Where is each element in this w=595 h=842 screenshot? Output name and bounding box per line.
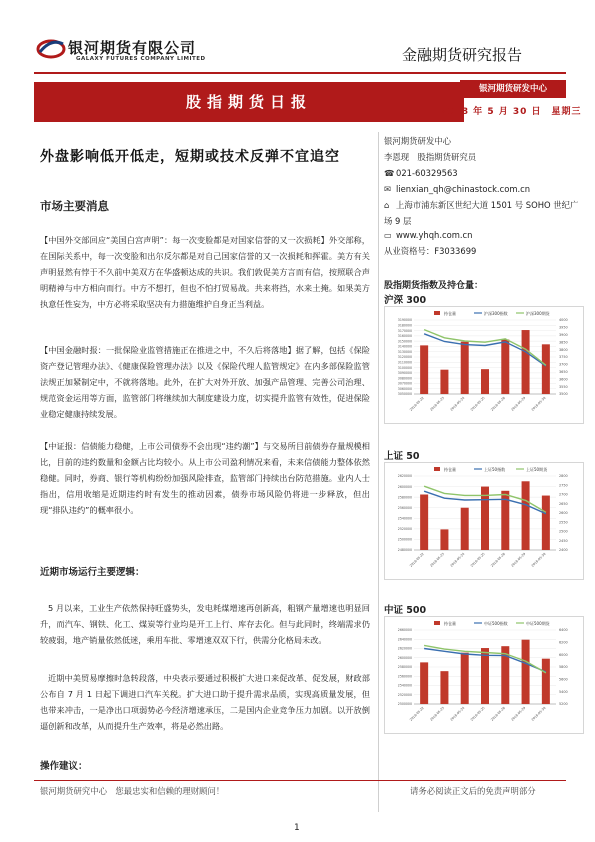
y-tick-left: 2540000 bbox=[397, 516, 412, 521]
y-tick-left: 2520000 bbox=[397, 527, 412, 532]
bar bbox=[522, 330, 530, 394]
news-paragraph-2: 【中国金融时报：一批保险业监管措施正在推进之中，不久后将落地】据了解，包括《保险资产登记管理办法》、《健康保险管理办法》以及《保险代理人监管规定》在内多部保险监管法规正加紧制定中，不就将落地。此外，在扩大对外开放、加强产品管理、完善公司治理、规范资金运用等方面，监管部门将继续加大制度建设力度，切实提升监管有效性，促进保险业稳定健康持续发展。 bbox=[40, 345, 370, 419]
x-tick: 2018-05-30 bbox=[530, 705, 547, 722]
y-tick-left: 2640000 bbox=[397, 637, 412, 642]
y-tick-right: 2500 bbox=[559, 529, 568, 534]
bar bbox=[481, 369, 489, 394]
contact-license: 从业资格号：F3033699 bbox=[384, 246, 477, 256]
market-news-heading: 市场主要消息 bbox=[40, 199, 109, 213]
bar bbox=[481, 648, 489, 704]
legend-label: 沪深300指数 bbox=[484, 311, 508, 316]
y-tick-left: 2560000 bbox=[397, 674, 412, 679]
contact-email[interactable] bbox=[384, 182, 530, 198]
computer-icon: ▭ bbox=[384, 230, 392, 240]
y-tick-right: 3850 bbox=[559, 340, 568, 345]
y-tick-left: 2480000 bbox=[397, 548, 412, 553]
phone-icon: ☎ bbox=[384, 168, 395, 178]
legend-label: 中证500指数 bbox=[484, 621, 508, 626]
x-tick: 2018-05-28 bbox=[490, 551, 506, 568]
bar bbox=[420, 345, 428, 394]
page-number: 1 bbox=[294, 823, 300, 833]
report-title: 金融期货研究报告 bbox=[402, 46, 523, 64]
x-tick: 2018-05-22 bbox=[408, 705, 425, 722]
chart-title-sz50: 上证 50 bbox=[384, 451, 420, 462]
x-tick: 2018-05-23 bbox=[429, 395, 446, 412]
y-tick-left: 3140000 bbox=[397, 344, 412, 349]
y-tick-left: 2520000 bbox=[397, 692, 412, 697]
x-tick: 2018-05-28 bbox=[490, 705, 506, 722]
contact-analyst: 李恩现 股指期货研究员 bbox=[384, 152, 477, 162]
legend-label: 中证500期货 bbox=[526, 621, 550, 626]
y-tick-right: 3800 bbox=[559, 347, 568, 352]
y-tick-left: 3070000 bbox=[397, 381, 412, 386]
y-tick-left: 2660000 bbox=[397, 628, 412, 633]
contact-phone-number: 021-60329563 bbox=[396, 168, 458, 178]
y-tick-right: 5400 bbox=[559, 689, 568, 694]
y-tick-right: 2400 bbox=[559, 548, 568, 553]
y-tick-right: 3900 bbox=[559, 333, 568, 337]
y-tick-right: 6000 bbox=[559, 652, 568, 657]
bar bbox=[461, 653, 469, 704]
y-tick-left: 3090000 bbox=[397, 371, 412, 376]
contact-website[interactable] bbox=[384, 228, 472, 244]
news-paragraph-3: 【中证报：信债能力稳健，上市公司债券不会出现“违约潮”】与交易所目前债券存量规模相比，目前的违约数量和金额占比均较小。从上市公司盈利情况来看，未来信债能力整体依然稳健。同时，券商、银行等机构纷纷加强风险排查，监管部门持续出台防范措施。业内人士指出，信用收缩是近期违约时有发生的推动因素，债券市场风险仍将进一步释放，但出现“排队违约”的概率很小。 bbox=[40, 441, 370, 515]
y-tick-left: 3110000 bbox=[397, 360, 412, 365]
y-tick-right: 2650 bbox=[559, 501, 568, 506]
chart-title-zz500: 中证 500 bbox=[384, 605, 427, 616]
company-name-en: GALAXY FUTURES COMPANY LIMITED bbox=[76, 56, 206, 62]
footer-disclaimer: 请务必阅读正文后的免责声明部分 bbox=[410, 786, 536, 796]
y-tick-left: 2580000 bbox=[397, 495, 412, 500]
location-icon: ⌂ bbox=[384, 200, 390, 210]
bar bbox=[542, 496, 550, 550]
report-banner bbox=[34, 82, 464, 122]
advice-heading: 操作建议： bbox=[40, 761, 88, 772]
bar bbox=[522, 640, 530, 704]
x-tick: 2018-05-22 bbox=[408, 551, 425, 568]
y-tick-right: 6400 bbox=[559, 628, 568, 633]
y-tick-right: 3750 bbox=[559, 355, 568, 360]
contact-email-address[interactable]: lienxian_qh@chinastock.com.cn bbox=[396, 184, 531, 194]
galaxy-logo-icon bbox=[36, 36, 66, 60]
x-tick: 2018-05-30 bbox=[530, 395, 547, 412]
legend-swatch bbox=[434, 467, 440, 471]
holdings-heading: 股指期货指数及持仓量： bbox=[384, 281, 484, 291]
x-tick: 2018-05-22 bbox=[408, 395, 425, 412]
y-tick-right: 3600 bbox=[559, 377, 568, 382]
y-tick-right: 3500 bbox=[559, 392, 568, 397]
y-tick-left: 2620000 bbox=[397, 474, 412, 479]
research-center-tag: 银河期货研发中心 bbox=[460, 80, 566, 98]
bar bbox=[542, 659, 550, 704]
bar bbox=[440, 671, 448, 704]
y-tick-right: 5800 bbox=[559, 665, 568, 670]
bar bbox=[461, 342, 469, 394]
column-divider bbox=[378, 132, 379, 812]
y-tick-right: 2450 bbox=[559, 538, 568, 543]
y-tick-left: 2500000 bbox=[397, 537, 412, 542]
x-tick: 2018-05-23 bbox=[429, 551, 446, 568]
contact-address-text: 上海市浦东新区世纪大道 1501 号 SOHO 世纪广场 9 层 bbox=[384, 200, 579, 226]
legend-swatch bbox=[434, 621, 440, 625]
y-tick-left: 2500000 bbox=[397, 702, 412, 707]
bar bbox=[440, 370, 448, 394]
y-tick-right: 2800 bbox=[559, 474, 568, 479]
y-tick-left: 2620000 bbox=[397, 646, 412, 651]
x-tick: 2018-05-29 bbox=[510, 705, 527, 722]
x-tick: 2018-05-25 bbox=[469, 395, 486, 412]
y-tick-left: 3180000 bbox=[397, 323, 412, 328]
chart-hs300 bbox=[384, 306, 584, 424]
y-tick-right: 2600 bbox=[559, 511, 568, 516]
y-tick-left: 3120000 bbox=[397, 355, 412, 360]
x-tick: 2018-05-24 bbox=[449, 705, 466, 722]
legend-label: 持仓量 bbox=[444, 621, 456, 626]
y-tick-left: 3130000 bbox=[397, 349, 412, 354]
logic-paragraph-1: 5 月以来，工业生产依然保持旺盛势头，发电耗煤增速再创新高，粗钢产量增速也明显回升，而汽车、钢铁、化工、煤炭等行业均是开工上行、库存去化。但与此同时，终端需求仍较疲弱，地产销量依然低迷，乘用车批、零增速双双下行，供需分化格局未改。 bbox=[40, 603, 370, 645]
bar bbox=[501, 340, 509, 394]
contact-website-url[interactable]: www.yhqh.com.cn bbox=[396, 230, 473, 240]
company-name-cn: 银河期货有限公司 bbox=[68, 39, 197, 57]
y-tick-right: 3650 bbox=[559, 370, 568, 374]
bar bbox=[542, 344, 550, 394]
y-tick-right: 3700 bbox=[559, 362, 568, 367]
y-tick-right: 2700 bbox=[559, 492, 568, 497]
x-tick: 2018-05-24 bbox=[449, 395, 466, 412]
y-tick-left: 3080000 bbox=[397, 376, 412, 381]
legend-label: 持仓量 bbox=[444, 311, 456, 316]
contact-center: 银河期货研发中心 bbox=[384, 136, 451, 146]
x-tick: 2018-05-28 bbox=[490, 395, 506, 412]
bar bbox=[461, 508, 469, 550]
y-tick-right: 6200 bbox=[559, 640, 568, 645]
y-tick-right: 5600 bbox=[559, 677, 568, 682]
y-tick-left: 3100000 bbox=[397, 365, 412, 370]
y-tick-right: 5200 bbox=[559, 702, 568, 707]
footer-divider bbox=[34, 780, 566, 781]
bar bbox=[420, 662, 428, 704]
legend-swatch bbox=[434, 311, 440, 315]
x-tick: 2018-05-25 bbox=[469, 705, 486, 722]
chart-zz500 bbox=[384, 616, 584, 734]
x-tick: 2018-05-29 bbox=[510, 395, 527, 412]
footer-slogan: 银河期货研究中心 您最忠实和信赖的理财顾问！ bbox=[40, 786, 225, 796]
y-tick-left: 2600000 bbox=[397, 655, 412, 660]
email-icon: ✉ bbox=[384, 184, 392, 194]
y-tick-right: 3550 bbox=[559, 384, 568, 389]
header-divider bbox=[34, 72, 566, 74]
logic-paragraph-2: 近期中美贸易摩擦时急转段落，中央表示要通过积极扩大进口来促改革、促发展，财政部公布自 7 月 1 日起下调进口汽车关税。扩大进口助于提升需求品质，实现高质量发展，但也带来冲击，一是净出口项弱势必今经济增速承压，二是国内企业竞争压力加剧。以开放倒逼创新和改革，从而提升生产效率，将是必然出路。 bbox=[40, 673, 370, 731]
x-tick: 2018-05-23 bbox=[429, 705, 446, 722]
bar bbox=[420, 495, 428, 551]
y-tick-left: 3160000 bbox=[397, 334, 412, 339]
y-tick-right: 2750 bbox=[559, 483, 568, 488]
y-tick-left: 2600000 bbox=[397, 484, 412, 489]
y-tick-left: 3060000 bbox=[397, 386, 412, 391]
legend-label: 上证50期货 bbox=[526, 467, 548, 472]
y-tick-right: 3950 bbox=[559, 325, 568, 330]
contact-address bbox=[384, 198, 584, 229]
y-tick-left: 2580000 bbox=[397, 665, 412, 670]
legend-label: 沪深300期货 bbox=[526, 311, 550, 316]
chart-title-hs300: 沪深 300 bbox=[384, 295, 427, 306]
y-tick-left: 2560000 bbox=[397, 505, 412, 510]
recent-logic-heading: 近期市场运行主要逻辑： bbox=[40, 567, 145, 578]
x-tick: 2018-05-25 bbox=[469, 551, 486, 568]
y-tick-left: 3050000 bbox=[397, 392, 412, 397]
x-tick: 2018-05-29 bbox=[510, 551, 527, 568]
news-paragraph-1: 【中国外交部回应“美国白宫声明”：每一次变脸都是对国家信誉的又一次损耗】外交部称，在国际关系中，每一次变脸和出尔反尔都是对自己国家信誉的又一次损耗和挥霍。美方有关声明显然有悖于不久前中美双方在华盛顿达成的共识。我们敦促美方言而有信，按照联合声明精神与中方相向而行。中方不想打，但也不怕打贸易战。共来将挡，水来土掩。如果美方执意任性妄为，中方必将采取坚决有力措施维护自身正当利益。 bbox=[40, 235, 370, 309]
y-tick-right: 2550 bbox=[559, 520, 568, 525]
banner-title: 股指期货日报 bbox=[185, 93, 312, 111]
chart-sz50 bbox=[384, 462, 584, 580]
y-tick-left: 3170000 bbox=[397, 328, 412, 333]
bar bbox=[522, 481, 530, 550]
y-tick-left: 3150000 bbox=[397, 339, 412, 344]
x-tick: 2018-05-30 bbox=[530, 551, 547, 568]
contact-phone bbox=[384, 166, 458, 182]
bar bbox=[440, 529, 448, 550]
y-tick-left: 2540000 bbox=[397, 683, 412, 688]
legend-label: 持仓量 bbox=[444, 467, 456, 472]
y-tick-left: 3190000 bbox=[397, 318, 412, 323]
legend-label: 上证50指数 bbox=[484, 467, 506, 472]
x-tick: 2018-05-24 bbox=[449, 551, 466, 568]
report-date: 2018 年 5 月 30 日 星期三 bbox=[440, 107, 582, 117]
y-tick-right: 4000 bbox=[559, 318, 568, 323]
headline: 外盘影响低开低走，短期或技术反弹不宜追空 bbox=[40, 149, 340, 165]
